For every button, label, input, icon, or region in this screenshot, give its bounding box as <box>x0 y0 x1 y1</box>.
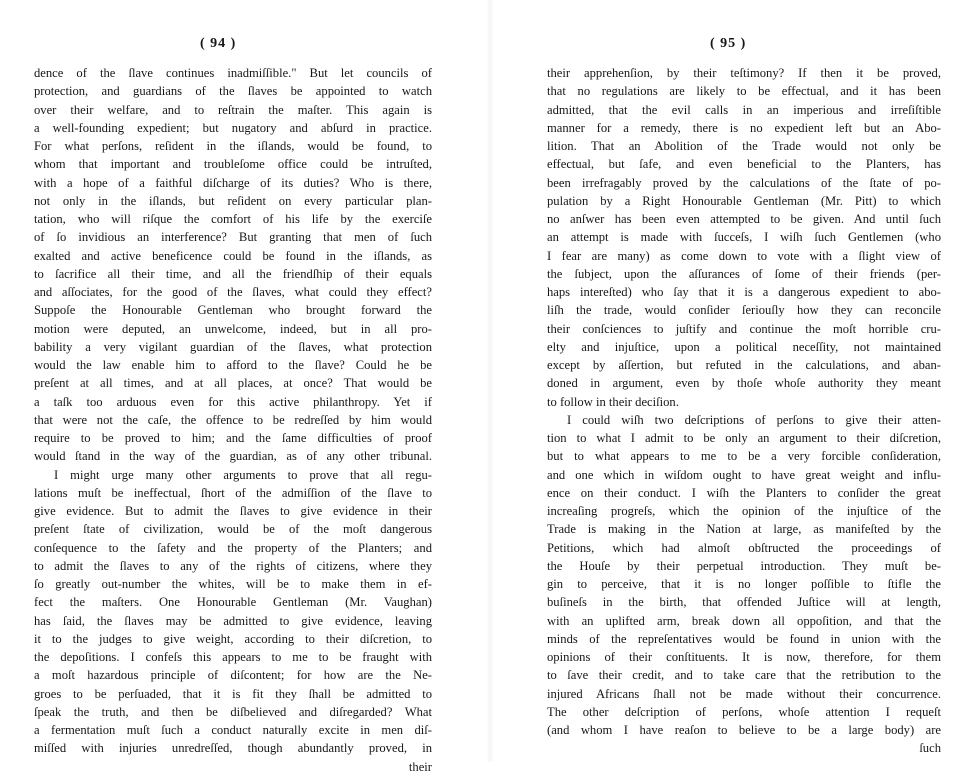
page-number-right: ( 95 ) <box>710 36 747 51</box>
text-line: has ſaid, the ſlaves may be admitted to give evidence, leaving <box>34 613 432 628</box>
text-line: an attempt is made with ſucceſs, I wiſh ſuch Gentlemen (who <box>547 230 941 245</box>
text-line: liſh the trade, would conſider ſeriouſly how they can reconcile <box>547 303 941 318</box>
text-line: ſpeak the truth, and then be diſbelieved and diſregarded? What <box>34 704 432 719</box>
paragraph-start-line: I could wiſh two deſcriptions of perſons to give their atten- <box>567 412 941 427</box>
text-line: effectual, but ſafe, and even beneficial to the Planters, has <box>547 157 941 172</box>
text-line: require to be proved to him; and the ſame difficulties of proof <box>34 431 432 445</box>
text-line: and aſſociates, for the good of the ſlaves, what could they effect? <box>34 285 432 299</box>
text-line: opinions of their conſtituents. It is now, therefore, for them <box>547 650 941 664</box>
text-line: whom that important and troubleſome office could be intruſted, <box>34 157 432 172</box>
text-line: to ſacrifice all their time, and all the friendſhip of their equals <box>34 266 432 281</box>
text-line: Trade is making in the Nation at large, as manifeſted by the <box>547 522 941 537</box>
text-line: bability a very vigilant guardian of the ſlaves, what protection <box>34 339 432 354</box>
text-line: injured Africans ſhall not be made without their concurrence. <box>547 686 941 701</box>
text-line: The other deſcription of perſons, whoſe attention I requeſt <box>547 704 941 719</box>
text-line: would the law enable him to afford to the ſlave? Could he be <box>34 358 432 372</box>
text-line: except by aſſertion, but refuted in the calculations, and aban- <box>547 358 941 372</box>
text-line: pulation by a Right Honourable Gentleman (Mr. Pitt) to which <box>547 193 941 208</box>
text-line: protection, and guardians of the ſlaves be appointed to watch <box>34 84 432 99</box>
right-page-text <box>547 64 941 757</box>
paragraph-end-line: to follow in their deciſion. <box>547 394 679 409</box>
text-line: would ſtand in the way of the guardian, as of any other tribunal. <box>34 449 432 464</box>
text-line: minds of the repreſentatives would be found in union with the <box>547 631 941 646</box>
text-line: preſent at all times, and at all places, at once? That would be <box>34 376 432 391</box>
text-line: lition. That an Abolition of the Trade would not only be <box>547 139 941 153</box>
text-line: it to the judges to give weight, according to their diſcretion, to <box>34 631 432 646</box>
text-line: the ſubject, upon the aſſurances of ſome of their friends (per- <box>547 266 941 281</box>
text-line: the depoſitions. I confeſs this appears to me to be fraught with <box>34 650 432 664</box>
text-line: manner for a remedy, there is no expedient left but an Abo- <box>547 120 941 135</box>
text-line: For what perſons, reſident in the iſlands, would be found, to <box>34 139 432 153</box>
text-line: fect the maſters. One Honourable Gentleman (Mr. Vaughan) <box>34 595 432 610</box>
text-line: a taſk too arduous even for this active philanthropy. Yet if <box>34 394 432 409</box>
page-number-left: ( 94 ) <box>200 36 237 51</box>
text-line: give evidence. But to admit the ſlaves to give evidence in their <box>34 504 432 518</box>
text-line: motion were deputed, an unwelcome, indeed, but in all pro- <box>34 321 432 336</box>
text-line: with a hope of a faithful diſcharge of its duties? Who is there, <box>34 175 432 190</box>
book-gutter <box>486 0 494 762</box>
catchword-right: ſuch <box>919 741 941 756</box>
text-line: but to what appears to me to be a very forcible conſideration, <box>547 449 941 464</box>
text-line: lations muſt be ineffectual, ſhort of the admiſſion of the ſlave to <box>34 485 432 500</box>
text-line: been irrefragably proved by the calculations of the ſtate of po- <box>547 175 941 190</box>
text-line: that no regulations are likely to be effectual, and it has been <box>547 84 941 99</box>
text-line: their conſciences to juſtify and continue the moſt horrible cru- <box>547 321 941 336</box>
text-line: gin to perceive, that it is no longer poſſible to ſtifle the <box>547 577 941 591</box>
text-line: a fermentation muſt ſuch a conduct naturally excite in men diſ- <box>34 723 432 737</box>
text-line: doned in argument, even by thoſe whoſe authority they meant <box>547 376 941 391</box>
text-line: ſo greatly out-number the whites, will be to make them in ef- <box>34 577 432 591</box>
text-line: over their welfare, and to reſtrain the maſter. This again is <box>34 102 432 117</box>
catchword-left: their <box>408 759 432 774</box>
text-line: miſſed with injuries unredreſſed, though abundantly proved, in <box>34 741 432 756</box>
text-line: tation, who will riſque the comfort of his life by the exerciſe <box>34 212 432 226</box>
text-line: increaſing progreſs, which the opinion of the injuſtice of the <box>547 504 941 518</box>
text-line: Petitions, which had almoſt obſtructed the proceedings of <box>547 540 941 555</box>
text-line: to ſave their credit, and to take care that the retribution to the <box>547 668 941 683</box>
text-line: exalted and active beneficence could be found in the iſlands, as <box>34 248 432 263</box>
text-line: of ſo invidious an interference? But granting that men of ſuch <box>34 230 432 245</box>
text-line: admitted, that the evil calls in an imperious and irreſiſtible <box>547 102 941 117</box>
text-line: haps intereſted) who ſay that it is a dangerous expedient to abo- <box>547 285 941 299</box>
text-line: to admit the ſlaves to any of the rights of citizens, where they <box>34 558 432 573</box>
text-line: a moſt hazardous principle of diſcontent; for how are the Ne- <box>34 668 432 683</box>
text-line: the Houſe by their perpetual introduction. They muſt be- <box>547 558 941 573</box>
text-line: groes to be perſuaded, that it is fit they ſhall be admitted to <box>34 686 432 701</box>
text-line: that were not the caſe, the offence to be redreſſed by him would <box>34 412 432 427</box>
text-line: (and whom I have reaſon to believe to be a large body) are <box>547 723 941 737</box>
text-line: elty and injuſtice, upon a political neceſſity, not maintained <box>547 339 941 354</box>
text-line: and one which in wiſdom ought to have great weight and influ- <box>547 467 941 482</box>
text-line: not only in the iſlands, but reſident on every particular plan- <box>34 193 432 208</box>
text-line: conſequence to the ſafety and the property of the Planters; and <box>34 540 432 555</box>
text-line: ence on their conduct. I wiſh the Planters to conſider the great <box>547 485 941 500</box>
text-line: dence of the ſlave continues inadmiſſible." But let councils of <box>34 66 432 80</box>
text-line: their apprehenſion, by their teſtimony? If then it be proved, <box>547 66 941 80</box>
paragraph-start-line: I might urge many other arguments to prove that all regu- <box>54 467 432 482</box>
text-line: preſent ſtate of civilization, would be of the moſt dangerous <box>34 522 432 537</box>
text-line: a well-founding expedient; but nugatory and abſurd in practice. <box>34 120 432 135</box>
text-line: with an uplifted arm, break down all oppoſition, and that the <box>547 613 941 628</box>
text-line: Suppoſe the Honourable Gentleman who brought forward the <box>34 303 432 318</box>
left-page-text <box>34 64 432 776</box>
text-line: no anſwer has been even attempted to be given. And until ſuch <box>547 212 941 226</box>
text-line: tion to what I admit to be only an argument to their diſcretion, <box>547 431 941 445</box>
text-line: I fear are many) as come down to vote with a ſlight view of <box>547 248 941 263</box>
text-line: buſineſs in the birth, that offended Juſtice will at length, <box>547 595 941 610</box>
